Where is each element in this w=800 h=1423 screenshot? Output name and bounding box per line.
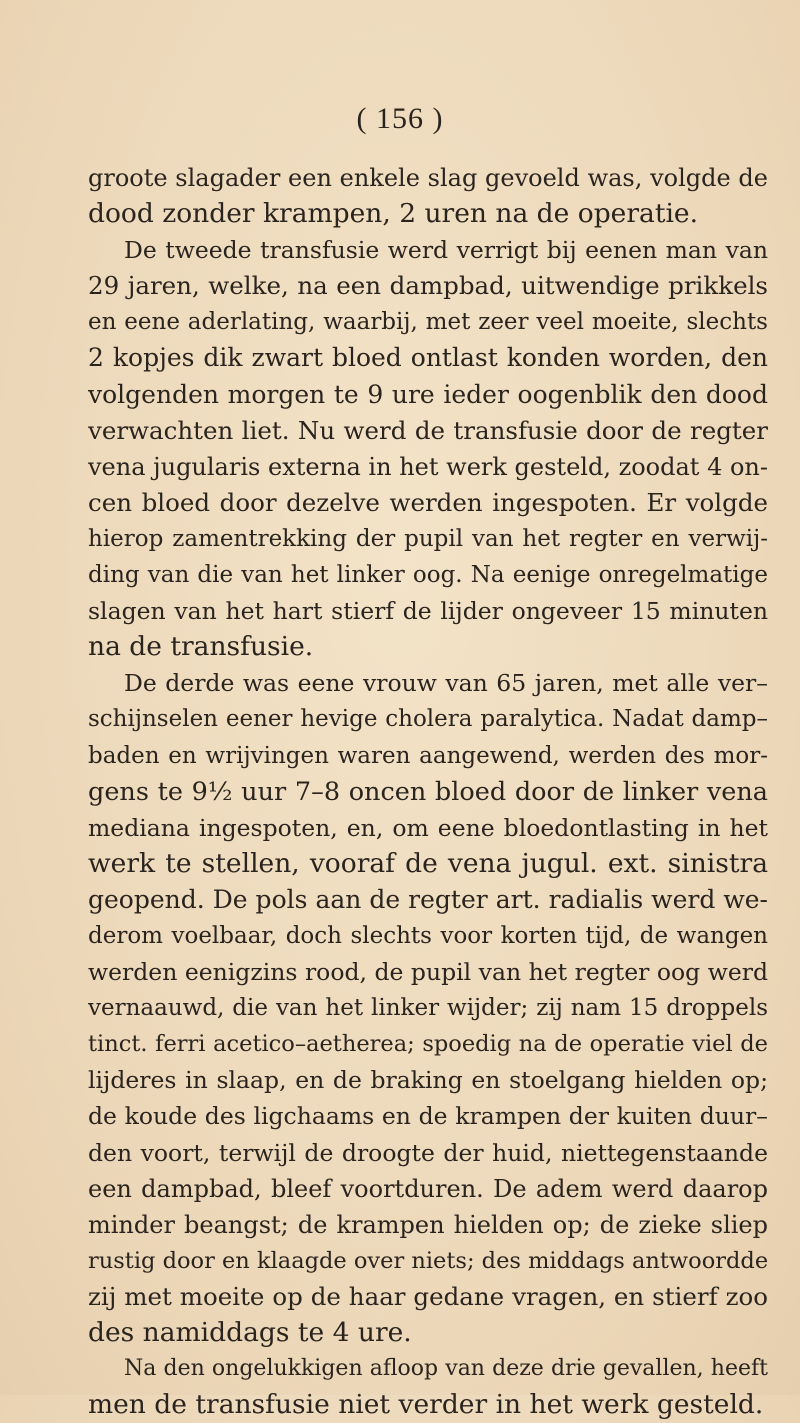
text-line: een dampbad, bleef voortduren. De adem werd daarop xyxy=(88,1174,768,1203)
text-line: 29 jaren, welke, na een dampbad, uitwendige prikkels xyxy=(88,271,768,301)
text-line: na de transfusie. xyxy=(88,631,314,663)
text-line: lijderes in slaap, en de braking en stoelgang hielden op; xyxy=(88,1066,768,1095)
text-line: schijnselen eener hevige cholera paralytica. Nadat damp– xyxy=(88,706,768,733)
text-line: de koude des ligchaams en de krampen der kuiten duur– xyxy=(88,1102,768,1131)
text-line: Na den ongelukkigen afloop van deze drie gevallen, heeft xyxy=(124,1356,768,1382)
text-line: verwachten liet. Nu werd de transfusie door de regter xyxy=(88,415,768,445)
text-line: werk te stellen, vooraf de vena jugul. ext. sinistra xyxy=(88,847,768,879)
text-line: dood zonder krampen, 2 uren na de operatie. xyxy=(88,198,699,230)
text-line: zij met moeite op de haar gedane vragen, en stierf zoo xyxy=(88,1281,768,1311)
text-line: vernaauwd, die van het linker wijder; zij nam 15 droppels xyxy=(88,995,768,1022)
text-body xyxy=(88,160,768,1423)
text-line: groote slagader een enkele slag gevoeld was, volgde de xyxy=(88,164,768,192)
paragraph xyxy=(88,160,768,232)
text-line: volgenden morgen te 9 ure ieder oogenblik den dood xyxy=(88,379,768,409)
text-line: hierop zamentrekking der pupil van het regter en verwij- xyxy=(88,525,768,552)
text-line: minder beangst; de krampen hielden op; de zieke sliep xyxy=(88,1210,768,1239)
text-line: ding van die van het linker oog. Na eenige onregelmatige xyxy=(88,562,768,589)
text-line: De tweede transfusie werd verrigt bij eenen man van xyxy=(124,236,768,265)
paragraph xyxy=(88,1351,768,1423)
text-line: vena jugularis externa in het werk gesteld, zoodat 4 on- xyxy=(88,452,768,481)
text-line: slagen van het hart stierf de lijder ongeveer 15 minuten xyxy=(88,597,768,626)
text-line: werden eenigzins rood, de pupil van het regter oog werd xyxy=(88,958,768,987)
text-line: gens te 9½ uur 7–8 oncen bloed door de linker vena xyxy=(88,776,768,807)
text-line: den voort, terwijl de droogte der huid, niettegenstaande xyxy=(88,1138,768,1167)
text-line: mediana ingespoten, en, om eene bloedontlasting in het xyxy=(88,813,768,842)
text-line: De derde was eene vrouw van 65 jaren, met alle ver– xyxy=(124,669,768,698)
text-line: cen bloed door dezelve werden ingespoten. Er volgde xyxy=(88,487,768,517)
text-line: rustig door en klaagde over niets; des middags antwoordde xyxy=(88,1247,768,1274)
text-line: geopend. De pols aan de regter art. radialis werd we- xyxy=(88,884,768,914)
text-line: men de transfusie niet verder in het werk gesteld. xyxy=(88,1389,764,1421)
text-line: derom voelbaar, doch slechts voor korten tijd, de wangen xyxy=(88,922,768,949)
text-line: baden en wrijvingen waren aangewend, werden des mor- xyxy=(88,742,768,769)
text-line: tinct. ferri acetico–aetherea; spoedig na de operatie viel de xyxy=(88,1031,768,1058)
paragraph xyxy=(88,232,768,665)
page-number: ( 156 ) xyxy=(356,102,444,135)
paragraph xyxy=(88,665,768,1351)
text-line: en eene aderlating, waarbij, met zeer veel moeite, slechts xyxy=(88,309,768,336)
text-line: des namiddags te 4 ure. xyxy=(88,1317,412,1348)
text-line: 2 kopjes dik zwart bloed ontlast konden worden, den xyxy=(88,343,768,373)
